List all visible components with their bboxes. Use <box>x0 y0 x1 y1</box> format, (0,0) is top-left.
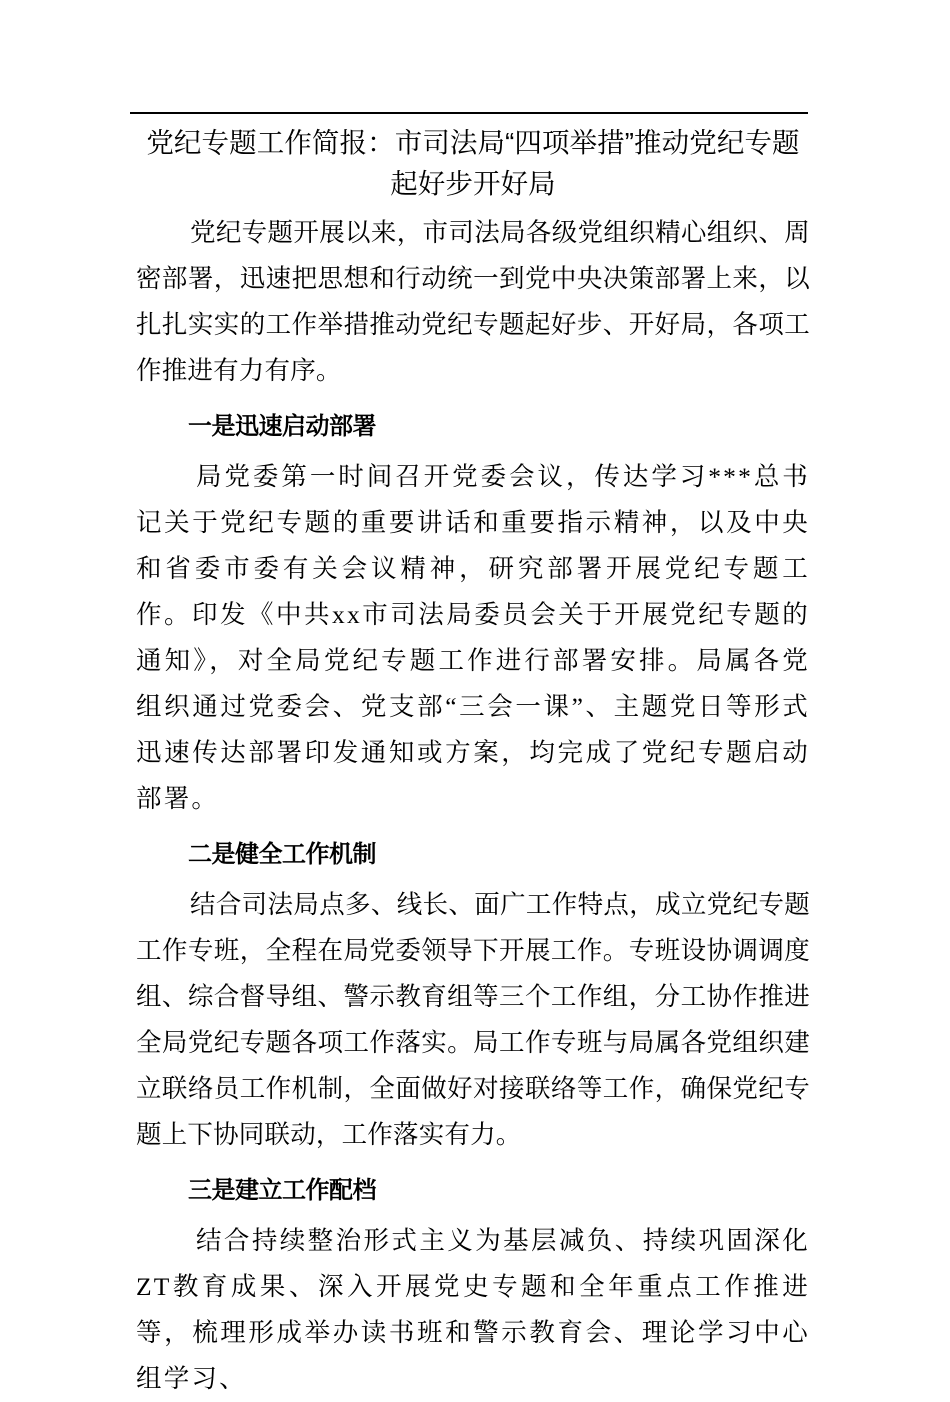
section-heading-1: 一是迅速启动部署 <box>188 413 376 440</box>
section-heading-3: 三是建立工作配档 <box>188 1177 376 1204</box>
document-body <box>136 122 810 1402</box>
section-body-2: 结合司法局点多、线长、面广工作特点，成立党纪专题工作专班，全程在局党委领导下开展工作。专班设协调调度组、综合督导组、警示教育组等三个工作组，分工协作推进全局党纪专题各项工作落实。局工作专班与局属各党组织建立联络员工作机制，全面做好对接联络等工作，确保党纪专题上下协同联动，工作落实有力。 <box>136 891 810 1149</box>
intro-paragraph: 党纪专题开展以来，市司法局各级党组织精心组织、周密部署，迅速把思想和行动统一到党中央决策部署上来，以扎扎实实的工作举措推动党纪专题起好步、开好局，各项工作推进有力有序。 <box>136 219 810 385</box>
section-body-3: 结合持续整治形式主义为基层减负、持续巩固深化ZT教育成果、深入开展党史专题和全年重点工作推进等，梳理形成举办读书班和警示教育会、理论学习中心组学习、 <box>136 1226 810 1393</box>
section-heading-2: 二是健全工作机制 <box>188 841 376 868</box>
header-rule <box>130 112 808 114</box>
section-body-1: 局党委第一时间召开党委会议，传达学习***总书记关于党纪专题的重要讲话和重要指示精神，以及中央和省委市委有关会议精神，研究部署开展党纪专题工作。印发《中共xx市司法局委员会关于开展党纪专题的通知》，对全局党纪专题工作进行部署安排。局属各党组织通过党委会、党支部“三会一课”、主题党日等形式迅速传达部署印发通知或方案，均完成了党纪专题启动部署。 <box>136 462 810 813</box>
page-title: 党纪专题工作简报：市司法局“四项举措”推动党纪专题起好步开好局 <box>146 127 800 199</box>
